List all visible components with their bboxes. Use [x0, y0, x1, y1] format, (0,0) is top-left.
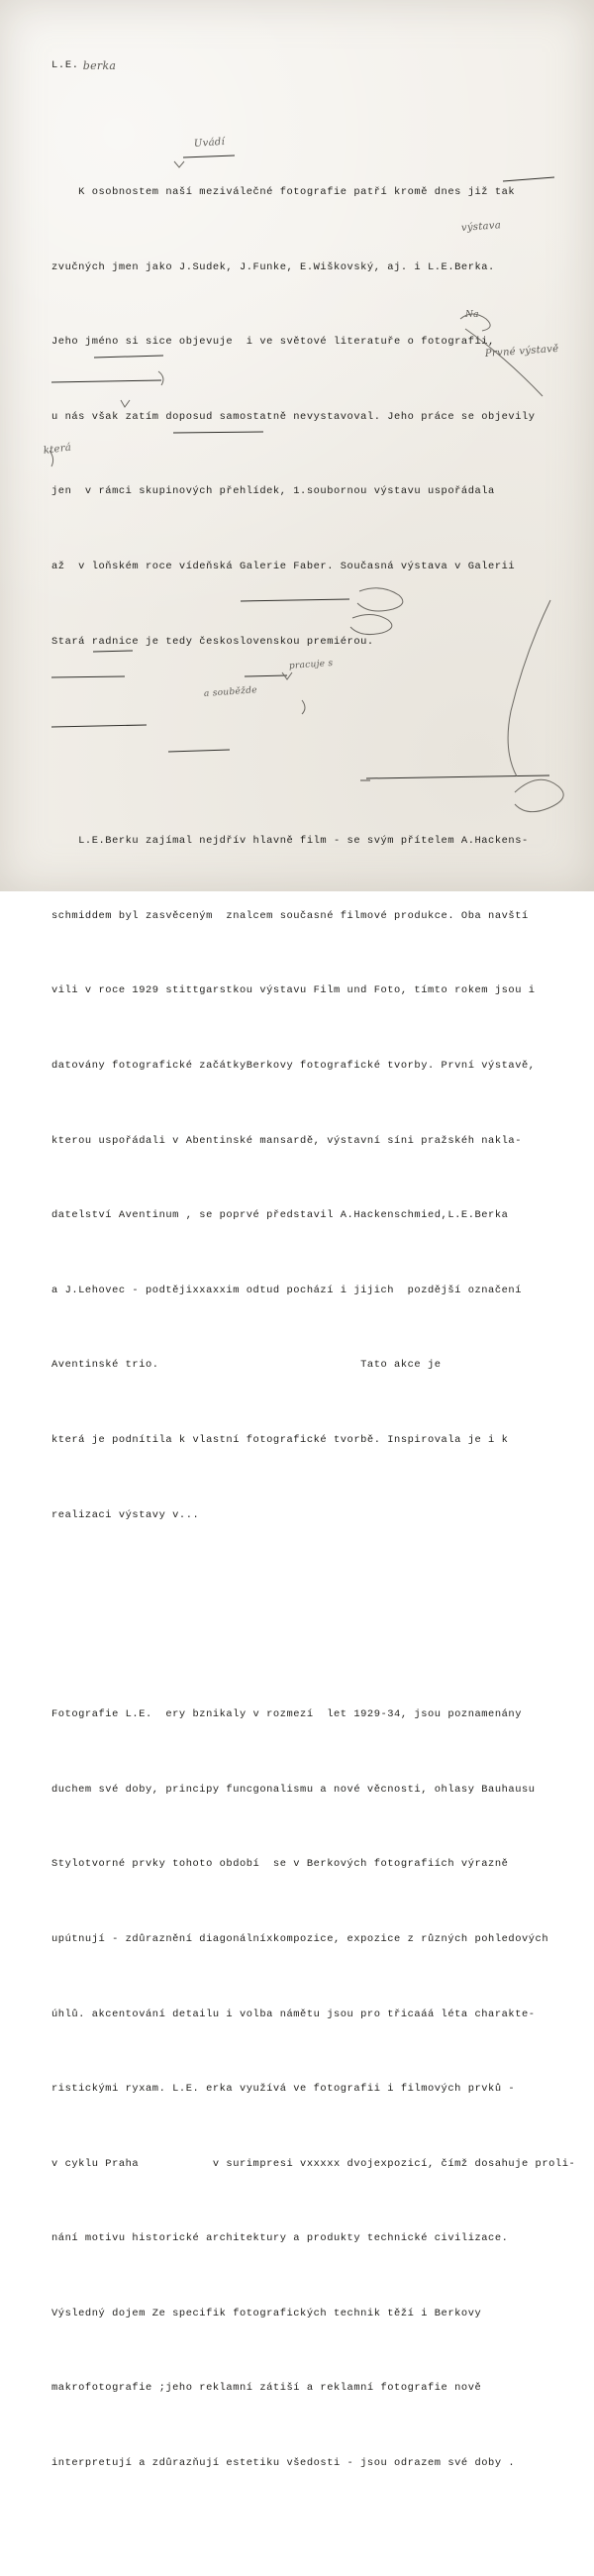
text-line: realizaci výstavy v...: [51, 1508, 200, 1521]
text-line: a J.Lehovec - podtějixxaxxim odtud pochází i jijich pozdější označení: [51, 1284, 522, 1296]
text-line: ristickými ryxam. L.E. erka využívá ve fotografii i filmových prvků -: [51, 2083, 516, 2096]
annotation-uvadi: Uvádí: [193, 136, 226, 150]
text-line: makrofotografie ;jeho reklamní zátiší a reklamní fotografie nově: [51, 2382, 482, 2395]
text-line: u nás však zatím doposud samostatně nevystavoval. Jeho práce se objevily: [51, 410, 536, 423]
paragraph-3: [51, 1653, 576, 2526]
header-typed-initials: L.E.: [51, 59, 79, 71]
text-line: zvučných jmen jako J.Sudek, J.Funke, E.Wiškovský, aj. i L.E.Berka.: [51, 260, 495, 273]
annotation-na: Na: [465, 310, 479, 320]
text-line: která je podnítila k vlastní fotografické tvorbě. Inspirovala je i k: [51, 1433, 509, 1446]
text-line: úhlů. akcentování detailu i volba námětu jsou pro třicaáá léta charakte-: [51, 2008, 536, 2020]
header-handwritten-surname: berka: [82, 59, 117, 72]
text-line: Jeho jméno si sice objevuje i ve světové literatuře o fotografii,: [51, 336, 495, 349]
text-line: datovány fotografické začátkyBerkovy fotografické tvorby. První výstavě,: [51, 1059, 536, 1072]
text-line: vili v roce 1929 stittgarstkou výstavu Film und Foto, tímto rokem jsou i: [51, 984, 536, 997]
text-line: v cyklu Praha v surimpresi vxxxxx dvojexpozicí, čímž dosahuje proli-: [51, 2157, 576, 2170]
text-line: duchem své doby, principy funcgonalismu a nové věcnosti, ohlasy Bauhausu: [51, 1783, 536, 1796]
text-line: schmiddem byl zasvěceným znalcem současné filmové produkce. Oba navští: [51, 909, 529, 922]
text-line: až v loňském roce vídeňská Galerie Faber. Současná výstava v Galerii: [51, 560, 516, 572]
paragraph-2: [51, 779, 551, 1578]
text-line: Stará radnice je tedy československou premiérou.: [51, 635, 374, 648]
text-line: nání motivu historické architektury a produkty technické civilizace.: [51, 2232, 509, 2245]
typed-body-text: [51, 55, 576, 2576]
text-line: L.E.Berku zajímal nejdřív hlavně film - se svým přítelem A.Hackens-: [51, 835, 529, 848]
text-line: jen v rámci skupinových přehlídek, 1.soubornou výstavu uspořádala: [51, 485, 495, 498]
text-line: Výsledný dojem Ze specifik fotografických technik těží i Berkovy: [51, 2307, 482, 2319]
annotation-prvne-vystave: Prvné výstavě: [484, 343, 559, 360]
annotation-pracuje-s: pracuje s: [288, 658, 334, 671]
text-line: Stylotvorné prvky tohoto období se v Berkových fotografiích výrazně: [51, 1858, 509, 1871]
text-line: interpretují a zdůrazňují estetiku všedosti - jsou odrazem své doby .: [51, 2457, 516, 2470]
text-line: upútnují - zdůraznění diagonálníxkompozice, expozice z různých pohledových: [51, 1932, 549, 1945]
paragraph-1: [51, 131, 551, 705]
text-line: Fotografie L.E. ery bznikaly v rozmezí let 1929-34, jsou poznamenány: [51, 1708, 522, 1721]
text-line: datelství Aventinum , se poprvé představil A.Hackenschmied,L.E.Berka: [51, 1209, 509, 1222]
text-line: Aventinské trio. Tato akce je: [51, 1359, 442, 1372]
text-line: kterou uspořádali v Abentinské mansardě, výstavní síni pražskéh nakla-: [51, 1134, 522, 1147]
annotation-ktera: která: [43, 442, 72, 457]
annotation-vystava: výstava: [460, 220, 502, 234]
annotation-a-soubezde: a souběžde: [203, 685, 258, 699]
text-line: K osobnostem naší meziválečné fotografie patří kromě dnes již tak: [51, 186, 516, 199]
